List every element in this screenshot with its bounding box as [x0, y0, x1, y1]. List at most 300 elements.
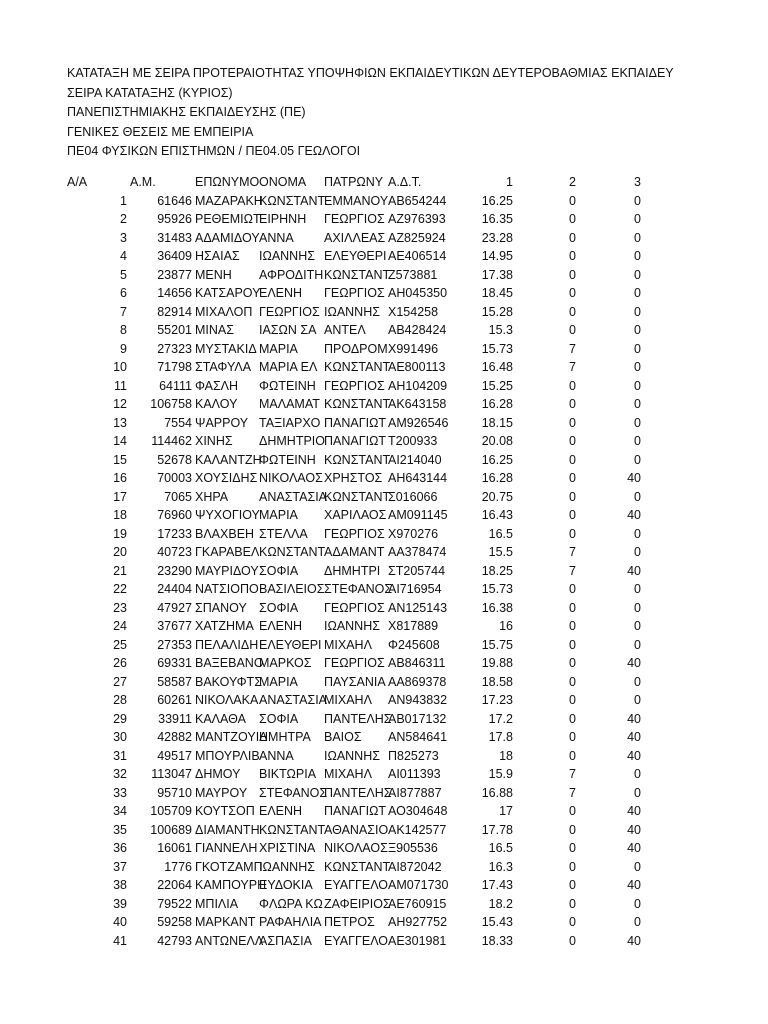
cell-score-1: 16.25	[481, 193, 513, 208]
cell-id-number: ΑΕ800113	[388, 360, 446, 374]
cell-id-number: ΑΕ406514	[388, 249, 447, 263]
cell-am: 33911	[158, 711, 192, 726]
table-row	[0, 636, 768, 655]
cell-am: 69331	[157, 656, 192, 670]
table-row	[0, 765, 768, 784]
table-row	[0, 377, 768, 396]
cell-score-1: 18.15	[481, 415, 513, 430]
cell-father-name: ΑΧΙΛΛΕΑΣ	[324, 230, 386, 245]
cell-aa: 22	[113, 582, 127, 596]
cell-aa: 4	[120, 249, 127, 263]
cell-score-2: 0	[569, 286, 576, 300]
cell-father-name: ΚΩΝΣΤΑΝΤ	[324, 267, 391, 282]
cell-am: 95926	[157, 212, 192, 226]
cell-am: 23877	[157, 267, 192, 282]
cell-father-name: ΙΩΑΝΝΗΣ	[324, 304, 380, 319]
cell-father-name: ΚΩΝΣΤΑΝΤ	[324, 859, 391, 874]
cell-score-1: 16.28	[481, 397, 513, 411]
heading-position-type: ΓΕΝΙΚΕΣ ΘΕΣΕΙΣ ΜΕ ΕΜΠΕΙΡΙΑ	[67, 124, 254, 139]
table-row	[0, 432, 768, 451]
cell-aa: 26	[113, 656, 127, 670]
cell-father-name: ΧΑΡΙΛΑΟΣ	[324, 508, 387, 522]
cell-id-number: ΑΑ378474	[388, 545, 447, 559]
table-row	[0, 414, 768, 433]
cell-name: ΕΛΕΝΗ	[259, 286, 303, 300]
cell-score-2: 7	[569, 767, 576, 781]
heading-ranking-order: ΣΕΙΡΑ ΚΑΤΑΤΑΞΗΣ (ΚΥΡΙΟΣ)	[67, 85, 233, 100]
cell-surname: ΜΑΥΡΟΥ	[195, 785, 248, 800]
cell-score-1: 15.3	[488, 323, 513, 337]
cell-id-number: ΑΗ927752	[388, 915, 448, 929]
cell-father-name: ΠΑΝΑΓΙΩΤ	[324, 415, 387, 430]
cell-score-3: 0	[634, 767, 641, 781]
cell-id-number: Ζ573881	[388, 267, 438, 282]
cell-score-3: 40	[627, 730, 641, 744]
table-row	[0, 599, 768, 618]
cell-score-2: 0	[569, 878, 576, 892]
cell-score-3: 0	[634, 193, 641, 208]
cell-am: 71798	[157, 360, 192, 374]
cell-father-name: ΓΕΩΡΓΙΟΣ	[324, 526, 385, 541]
cell-id-number: ΑΝ584641	[388, 730, 448, 744]
cell-aa: 41	[113, 933, 127, 948]
cell-name: ΣΤΕΦΑΝΟΣ	[259, 785, 328, 800]
table-row	[0, 617, 768, 636]
cell-surname: ΚΑΛΟΥ	[195, 397, 238, 411]
cell-score-2: 7	[569, 563, 576, 578]
cell-score-2: 0	[569, 637, 576, 652]
cell-score-1: 16.38	[481, 600, 513, 615]
cell-surname: ΜΙΝΑΣ	[195, 323, 234, 337]
cell-id-number: Τ200933	[388, 434, 438, 448]
cell-score-2: 7	[569, 360, 576, 374]
cell-score-2: 0	[569, 323, 576, 337]
cell-id-number: ΑΜ071730	[388, 878, 449, 892]
cell-am: 22064	[157, 878, 192, 892]
cell-am: 95710	[157, 785, 192, 800]
cell-father-name: ΜΙΧΑΗΛ	[324, 693, 372, 707]
cell-score-3: 0	[634, 452, 641, 467]
table-row	[0, 895, 768, 914]
cell-surname: ΨΑΡΡΟΥ	[195, 415, 249, 430]
cell-am: 1776	[164, 859, 192, 874]
cell-aa: 33	[113, 785, 127, 800]
cell-score-2: 7	[569, 785, 576, 800]
table-row	[0, 506, 768, 525]
cell-surname: ΗΣΑΙΑΣ	[195, 249, 240, 263]
cell-am: 42793	[157, 933, 192, 948]
table-row	[0, 321, 768, 340]
cell-father-name: ΕΜΜΑΝΟΥ	[324, 193, 389, 208]
cell-father-name: ΒΑΙΟΣ	[324, 730, 362, 744]
cell-aa: 2	[120, 212, 127, 226]
cell-am: 16061	[157, 841, 192, 855]
cell-score-3: 0	[634, 341, 641, 356]
cell-id-number: ΑΙ011393	[388, 767, 441, 781]
cell-score-1: 15.73	[481, 582, 513, 596]
cell-aa: 28	[113, 693, 127, 707]
cell-father-name: ΜΙΧΑΗΛ	[324, 767, 372, 781]
table-row	[0, 358, 768, 377]
cell-id-number: Χ154258	[388, 304, 439, 319]
cell-name: ΕΛΕΥΘΕΡΙ	[259, 637, 322, 652]
document-headings	[67, 64, 768, 162]
cell-id-number: Χ970276	[388, 526, 439, 541]
cell-score-2: 0	[569, 471, 576, 485]
table-row	[0, 488, 768, 507]
cell-score-2: 0	[569, 933, 576, 948]
cell-score-1: 18.33	[481, 933, 513, 948]
cell-aa: 38	[113, 878, 127, 892]
cell-name: ΜΑΡΚΟΣ	[259, 656, 312, 670]
cell-father-name: ΠΑΝΑΓΙΩΤ	[324, 434, 387, 448]
cell-aa: 20	[113, 545, 127, 559]
cell-score-1: 16.35	[481, 212, 513, 226]
cell-score-3: 0	[634, 693, 641, 707]
table-row	[0, 876, 768, 895]
cell-surname: ΜΠΟΥΡΛΙΒ	[195, 748, 260, 763]
cell-id-number: ΑΙ872042	[388, 859, 442, 874]
cell-aa: 31	[113, 748, 127, 763]
cell-am: 7554	[164, 415, 192, 430]
cell-father-name: ΠΡΟΔΡΟΜ	[324, 341, 388, 356]
table-row	[0, 340, 768, 359]
cell-id-number: ΑΖ976393	[388, 212, 446, 226]
cell-score-2: 0	[569, 378, 576, 393]
cell-name: ΕΥΔΟΚΙΑ	[259, 878, 313, 892]
cell-score-2: 0	[569, 415, 576, 430]
cell-score-3: 0	[634, 323, 641, 337]
cell-surname: ΒΑΚΟΥΦΤΣ	[195, 674, 262, 689]
cell-father-name: ΑΔΑΜΑΝΤ	[324, 545, 385, 559]
cell-score-1: 15.73	[481, 341, 513, 356]
cell-surname: ΒΛΑΧΒΕΗ	[195, 526, 255, 541]
cell-score-3: 0	[634, 915, 641, 929]
cell-score-3: 40	[627, 471, 641, 485]
column-header-score-3: 3	[634, 175, 641, 189]
cell-aa: 36	[113, 841, 127, 855]
cell-father-name: ΚΩΝΣΤΑΝΤ	[324, 360, 391, 374]
cell-am: 106758	[150, 397, 192, 411]
cell-am: 31483	[157, 230, 192, 245]
cell-score-3: 0	[634, 619, 641, 633]
cell-am: 17233	[157, 526, 192, 541]
cell-name: ΜΑΡΙΑ ΕΛ	[259, 360, 318, 374]
cell-am: 64111	[159, 378, 192, 393]
cell-score-1: 19.88	[481, 656, 513, 670]
cell-father-name: ΕΛΕΥΘΕΡΙ	[324, 249, 387, 263]
cell-score-3: 0	[634, 582, 641, 596]
cell-surname: ΓΚΟΤΖΑΜΠ	[195, 859, 263, 874]
cell-score-1: 14.95	[481, 249, 513, 263]
cell-score-3: 0	[634, 785, 641, 800]
cell-score-2: 0	[569, 915, 576, 929]
cell-aa: 16	[113, 471, 127, 485]
cell-score-3: 0	[634, 674, 641, 689]
table-row	[0, 525, 768, 544]
cell-surname: ΒΑΞΕΒΑΝΟ	[195, 656, 264, 670]
cell-score-3: 40	[627, 563, 641, 578]
column-header-aa: Α/Α	[67, 175, 88, 189]
cell-am: 82914	[157, 304, 192, 319]
cell-score-3: 40	[627, 711, 641, 726]
cell-score-2: 0	[569, 452, 576, 467]
cell-score-1: 17.38	[481, 267, 513, 282]
cell-name: ΣΤΕΛΛΑ	[259, 526, 308, 541]
cell-score-1: 17	[499, 804, 513, 818]
cell-aa: 15	[113, 452, 127, 467]
cell-score-3: 0	[634, 230, 641, 245]
cell-id-number: ΑΒ017132	[388, 711, 447, 726]
cell-id-number: Χ817889	[388, 619, 439, 633]
table-row	[0, 562, 768, 581]
cell-score-1: 17.2	[488, 711, 513, 726]
cell-id-number: ΣΤ205744	[388, 563, 446, 578]
cell-surname: ΜΕΝΗ	[195, 267, 232, 282]
cell-score-1: 15.43	[481, 915, 513, 929]
cell-aa: 8	[120, 323, 127, 337]
cell-score-3: 0	[634, 267, 641, 282]
cell-father-name: ΓΕΩΡΓΙΟΣ	[324, 600, 385, 615]
cell-father-name: ΠΑΥΣΑΝΙΑ	[324, 674, 386, 689]
cell-id-number: ΑΒ428424	[388, 323, 447, 337]
cell-score-2: 0	[569, 230, 576, 245]
cell-am: 37677	[157, 619, 192, 633]
column-header-am: Α.Μ.	[130, 175, 156, 189]
cell-score-3: 40	[627, 933, 641, 948]
cell-id-number: ΑΙ214040	[388, 452, 442, 467]
table-row	[0, 543, 768, 562]
cell-name: ΜΑΡΙΑ	[259, 508, 298, 522]
cell-father-name: ΕΥΑΓΓΕΛΟ	[324, 933, 389, 948]
cell-name: ΤΑΞΙΑΡΧΟ	[259, 415, 321, 430]
cell-surname: ΚΑΤΣΑΡΟΥ	[195, 286, 261, 300]
cell-id-number: ΑΖ825924	[388, 230, 446, 245]
cell-score-1: 15.5	[488, 545, 513, 559]
cell-score-2: 0	[569, 822, 576, 837]
cell-score-1: 18.45	[481, 286, 513, 300]
cell-name: ΑΝΑΣΤΑΣΙΑ	[259, 693, 328, 707]
cell-aa: 40	[113, 915, 127, 929]
column-header-surname: ΕΠΩΝΥΜΟ	[195, 175, 260, 189]
cell-score-3: 0	[634, 637, 641, 652]
cell-score-3: 0	[634, 415, 641, 430]
cell-score-1: 16.88	[481, 785, 513, 800]
cell-surname: ΠΕΛΑΛΙΔΗ	[195, 637, 259, 652]
cell-am: 7065	[164, 489, 192, 504]
cell-name: ΜΑΛΑΜΑΤ	[259, 397, 320, 411]
cell-score-3: 0	[634, 896, 641, 911]
cell-score-1: 17.23	[481, 693, 513, 707]
cell-am: 36409	[157, 249, 192, 263]
cell-aa: 35	[113, 822, 127, 837]
cell-father-name: ΓΕΩΡΓΙΟΣ	[324, 286, 385, 300]
cell-aa: 34	[113, 804, 127, 818]
cell-am: 42882	[157, 730, 192, 744]
cell-score-3: 0	[634, 304, 641, 319]
table-row	[0, 284, 768, 303]
cell-id-number: Ξ905536	[388, 841, 438, 855]
cell-am: 52678	[157, 452, 192, 467]
cell-score-3: 0	[634, 489, 641, 504]
cell-name: ΔΗΜΗΤΡΙΟ	[259, 434, 325, 448]
cell-score-1: 15.75	[481, 637, 513, 652]
cell-name: ΧΡΙΣΤΙΝΑ	[259, 841, 316, 855]
table-row	[0, 395, 768, 414]
table-row	[0, 451, 768, 470]
table-row	[0, 210, 768, 229]
cell-score-2: 7	[569, 341, 576, 356]
cell-name: ΡΑΦΑΗΛΙΑ	[259, 915, 322, 929]
table-row	[0, 266, 768, 285]
cell-score-1: 17.8	[488, 730, 513, 744]
cell-score-2: 0	[569, 434, 576, 448]
cell-score-2: 0	[569, 748, 576, 763]
table-row	[0, 802, 768, 821]
cell-surname: ΨΥΧΟΓΙΟΥ	[195, 508, 260, 522]
cell-score-1: 20.08	[481, 434, 513, 448]
table-row	[0, 691, 768, 710]
cell-am: 47927	[157, 600, 192, 615]
cell-score-1: 16.25	[481, 452, 513, 467]
heading-education-level: ΠΑΝΕΠΙΣΤΗΜΙΑΚΗΣ ΕΚΠΑΙΔΕΥΣΗΣ (ΠΕ)	[67, 105, 306, 119]
cell-surname: ΔΙΑΜΑΝΤΗ	[195, 822, 260, 837]
cell-name: ΕΙΡΗΝΗ	[259, 212, 307, 226]
cell-surname: ΜΑΝΤΖΟΥΙΔ	[195, 730, 268, 744]
cell-name: ΦΩΤΕΙΝΗ	[259, 378, 316, 393]
cell-father-name: ΓΕΩΡΓΙΟΣ	[324, 656, 385, 670]
cell-am: 23290	[157, 563, 192, 578]
cell-name: ΑΝΝΑ	[259, 230, 294, 245]
cell-score-1: 20.75	[481, 489, 513, 504]
cell-id-number: ΑΙ877887	[388, 785, 442, 800]
cell-name: ΑΝΑΣΤΑΣΙΑ	[259, 489, 328, 504]
cell-score-3: 0	[634, 859, 641, 874]
cell-score-2: 0	[569, 674, 576, 689]
cell-am: 24404	[157, 582, 192, 596]
cell-score-1: 16.28	[481, 471, 513, 485]
cell-name: ΙΩΑΝΝΗΣ	[259, 249, 315, 263]
cell-score-3: 0	[634, 286, 641, 300]
cell-surname: ΜΠΙΛΙΑ	[195, 896, 239, 911]
cell-score-2: 0	[569, 212, 576, 226]
table-row	[0, 192, 768, 211]
cell-aa: 27	[113, 674, 127, 689]
heading-specialty: ΠΕ04 ΦΥΣΙΚΩΝ ΕΠΙΣΤΗΜΩΝ / ΠΕ04.05 ΓΕΩΛΟΓΟΙ	[67, 144, 361, 158]
cell-score-1: 18.58	[481, 674, 513, 689]
cell-surname: ΣΠΑΝΟΥ	[195, 600, 247, 615]
cell-score-2: 0	[569, 193, 576, 208]
table-row	[0, 728, 768, 747]
cell-id-number: ΑΚ643158	[388, 397, 447, 411]
cell-am: 70003	[157, 471, 192, 485]
cell-am: 114462	[151, 434, 192, 448]
cell-score-1: 16.5	[488, 526, 513, 541]
table-row	[0, 469, 768, 488]
cell-name: ΑΣΠΑΣΙΑ	[259, 933, 312, 948]
cell-name: ΒΙΚΤΩΡΙΑ	[259, 767, 317, 781]
cell-name: ΕΛΕΝΗ	[259, 804, 303, 818]
cell-id-number: ΑΗ045350	[388, 286, 448, 300]
cell-name: ΚΩΝΣΤΑΝΤ	[259, 545, 326, 559]
cell-score-1: 15.28	[481, 304, 513, 319]
cell-aa: 10	[113, 360, 127, 374]
cell-am: 79522	[157, 896, 192, 911]
cell-surname: ΜΑΖΑΡΑΚΗ	[195, 193, 263, 208]
cell-surname: ΧΙΝΗΣ	[195, 434, 233, 448]
cell-score-1: 15.25	[481, 378, 513, 393]
cell-score-3: 0	[634, 249, 641, 263]
cell-id-number: ΑΒ846311	[388, 656, 446, 670]
cell-score-2: 0	[569, 804, 576, 818]
cell-aa: 5	[120, 267, 127, 282]
cell-surname: ΔΗΜΟΥ	[195, 767, 241, 781]
cell-score-2: 0	[569, 841, 576, 855]
cell-score-1: 16.48	[481, 360, 513, 374]
column-header-score-2: 2	[569, 175, 576, 189]
cell-surname: ΣΤΑΦΥΛΑ	[195, 360, 252, 374]
cell-score-1: 15.9	[488, 767, 513, 781]
cell-name: ΕΛΕΝΗ	[259, 619, 303, 633]
cell-id-number: ΑΑ869378	[388, 674, 447, 689]
cell-score-1: 17.78	[481, 822, 513, 837]
cell-surname: ΑΔΑΜΙΔΟΥ	[195, 230, 260, 245]
cell-father-name: ΙΩΑΝΝΗΣ	[324, 619, 380, 633]
cell-id-number: ΑΗ643144	[388, 471, 448, 485]
cell-surname: ΜΥΣΤΑΚΙΔ	[195, 341, 257, 356]
cell-surname: ΧΟΥΣΙΔΗΣ	[195, 471, 258, 485]
cell-name: ΣΟΦΙΑ	[259, 563, 299, 578]
cell-surname: ΚΟΥΤΣΟΠ	[195, 804, 255, 818]
cell-am: 58587	[157, 674, 192, 689]
cell-aa: 39	[113, 896, 127, 911]
cell-score-2: 0	[569, 267, 576, 282]
cell-id-number: ΑΝ943832	[388, 693, 448, 707]
cell-score-1: 16.43	[481, 508, 513, 522]
cell-aa: 12	[113, 397, 127, 411]
cell-id-number: Χ991496	[388, 341, 439, 356]
cell-aa: 21	[113, 563, 127, 578]
cell-score-2: 0	[569, 656, 576, 670]
table-row	[0, 229, 768, 248]
cell-score-2: 0	[569, 397, 576, 411]
cell-score-3: 40	[627, 748, 641, 763]
cell-surname: ΑΝΤΩΝΕΛΛ	[195, 933, 264, 948]
cell-score-1: 18.25	[481, 563, 513, 578]
cell-id-number: ΑΟ304648	[388, 804, 448, 818]
cell-surname: ΜΑΥΡΙΔΟΥ	[195, 563, 259, 578]
cell-id-number: ΑΕ760915	[388, 896, 447, 911]
cell-father-name: ΖΑΦΕΙΡΙΟΣ	[324, 896, 391, 911]
cell-am: 40723	[157, 545, 192, 559]
cell-id-number: ΑΙ716954	[388, 582, 442, 596]
cell-score-2: 0	[569, 711, 576, 726]
cell-aa: 29	[113, 711, 127, 726]
table-row	[0, 654, 768, 673]
cell-id-number: ΑΗ104209	[388, 378, 448, 393]
column-header-id-number: Α.Δ.Τ.	[388, 175, 422, 189]
cell-aa: 13	[113, 415, 127, 430]
cell-score-3: 0	[634, 545, 641, 559]
cell-father-name: ΝΙΚΟΛΑΟΣ	[324, 841, 388, 855]
cell-name: ΙΩΑΝΝΗΣ	[259, 859, 315, 874]
cell-am: 59258	[157, 915, 192, 929]
cell-id-number: ΑΝ125143	[388, 600, 448, 615]
cell-aa: 17	[113, 489, 127, 504]
cell-score-2: 0	[569, 619, 576, 633]
cell-aa: 25	[113, 637, 127, 652]
cell-am: 60261	[157, 693, 192, 707]
